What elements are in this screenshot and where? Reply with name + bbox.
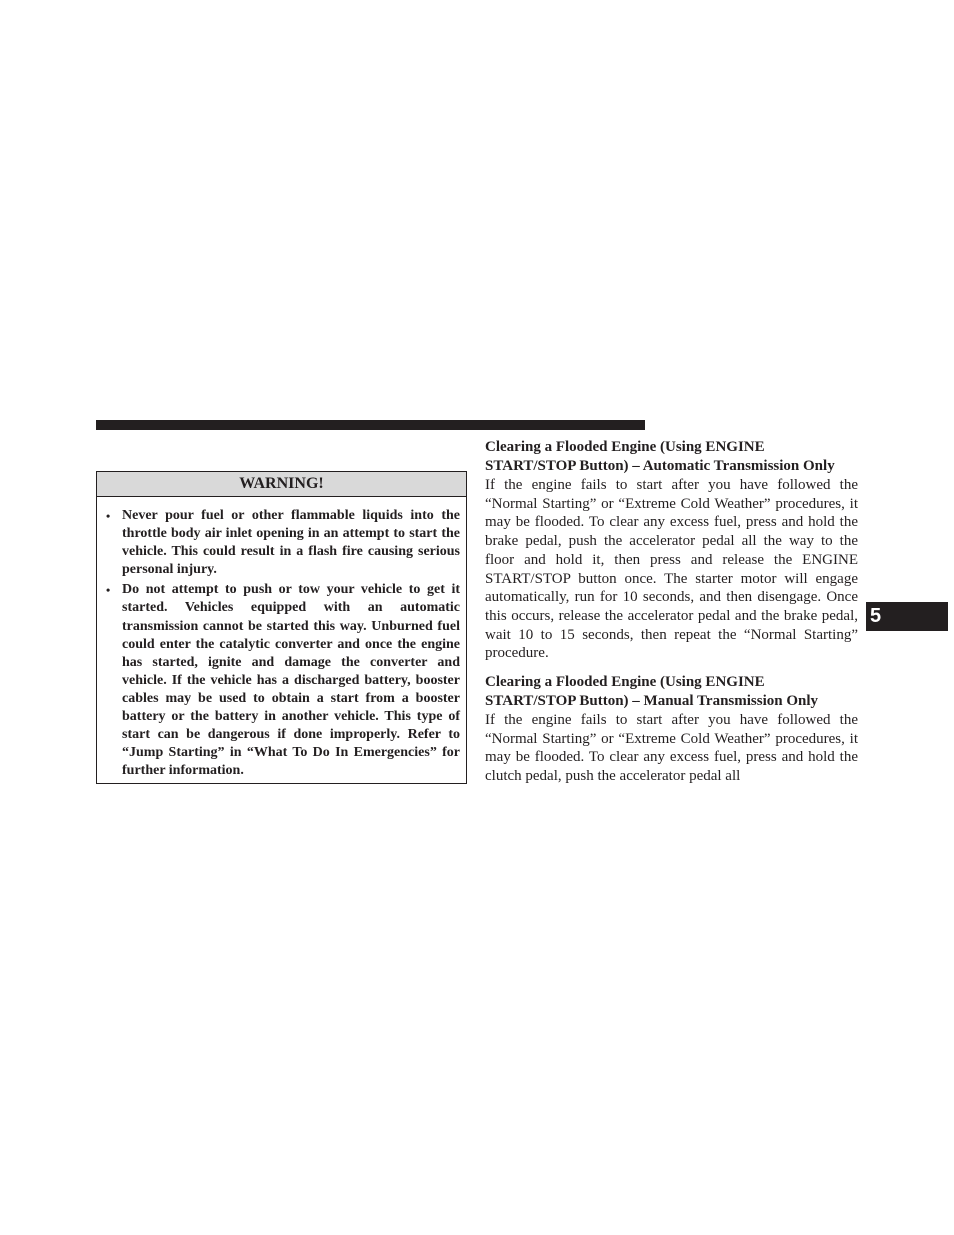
chapter-tab: 5 [866, 602, 948, 631]
section-heading: Clearing a Flooded Engine (Using ENGINE START/STOP Button) – Manual Transmission Only [485, 674, 819, 710]
right-column [485, 438, 858, 796]
warning-list [97, 497, 466, 780]
warning-item [106, 507, 460, 579]
warning-title: WARNING! [97, 472, 466, 497]
section-body: If the engine fails to start after you have followed the “Normal Starting” or “Extreme Cold Weather” procedures, it may be flooded. To clear any excess fuel, press and hold the clutch pedal, push the accelerator pedal all [485, 712, 858, 785]
warning-item [106, 581, 460, 780]
section-heading: Clearing a Flooded Engine (Using ENGINE START/STOP Button) – Automatic Transmission Only [485, 439, 835, 474]
section-body: If the engine fails to start after you have followed the “Normal Starting” or “Extreme Cold Weather” procedures, it may be flooded. To clear any excess fuel, press and hold the brake pedal, push the accelerator pedal all the way to the floor and hold it, then press and release the ENGINE START/STOP button once. The starter motor will engage automatically, run for 10 seconds, and then disengage. Once this occurs, release the accelerator pedal and the brake pedal, wait 10 to 15 seconds, then repeat the “Normal Starting” procedure. [485, 477, 858, 662]
warning-box [96, 471, 467, 784]
bullet-icon: • [106, 583, 111, 598]
warning-item-text: Do not attempt to push or tow your vehicle to get it started. Vehicles equipped with an automatic transmission cannot be started this way. Unburned fuel could enter the catalytic converter and once the engine has started, ignite and damage the converter and vehicle. If the vehicle has a discharged battery, booster cables may be used to obtain a start from a booster battery or the battery in another vehicle. This type of start can be dangerous if done improperly. Refer to “Jump Starting” in “What To Do In Emergencies” for further information. [122, 582, 460, 779]
warning-item-text: Never pour fuel or other flammable liquids into the throttle body air inlet opening in an attempt to start the vehicle. This could result in a flash fire causing serious personal injury. [122, 508, 460, 578]
bullet-icon: • [106, 509, 111, 523]
top-rule [96, 420, 645, 430]
